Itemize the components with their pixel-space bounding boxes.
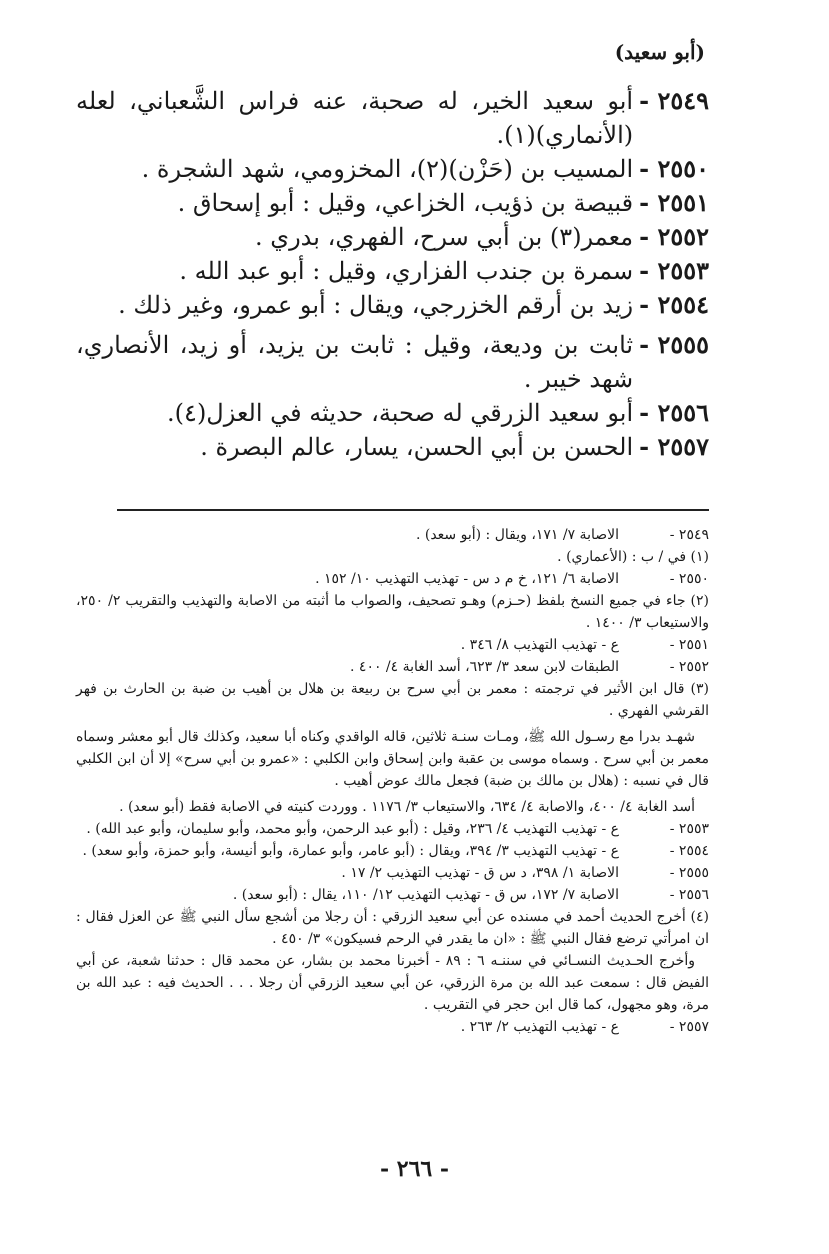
entry-text: ثابت بن وديعة، وقيل : ثابت بن يزيد، أو زيد، الأنصاري، شهد خيبر . — [76, 331, 634, 393]
entry-text: أبو سعيد الخير، له صحبة، عنه فراس الشَّعباني، لعله (الأنماري)(١). — [76, 87, 634, 149]
entry-text: الحسن بن أبي الحسن، يسار، عالم البصرة . — [200, 433, 634, 461]
entry-number: ٢٥٥٠ - — [639, 154, 709, 183]
footnote-3-sources: أسد الغابة ٤/ ٤٠٠، والاصابة ٤/ ٦٣٤، والاستيعاب ٣/ ١١٧٦ . ووردت كنيته في الاصابة فقط (أبو سعد) . — [119, 799, 695, 815]
note-2551 — [76, 634, 709, 656]
entry-text: المسيب بن (حَزْن)(٢)، المخزومي، شهد الشجرة . — [141, 155, 634, 183]
note-2550 — [76, 568, 709, 590]
note-text: الاصابة ٧/ ١٧١، ويقال : (أبو سعد) . — [415, 527, 619, 543]
footnote-4-paragraph: وأخرج الحـديث النسـائي في سننـه ٦ : ٨٩ - أخبرنا محمد بن بشار، عن محمد قال : حدثنا شعبة، عن أبي الفيض قال : سمعت عبد الله بن مرة الزرقي، عن أبي سعيد الزرقي أن رجلا . . . الحديث فيه : عبد الله بن مرة، وهو مجهول، كما قال ابن حجر في التقريب . — [76, 953, 709, 1013]
note-text: الاصابة ١/ ٣٩٨، د س ق - تهذيب التهذيب ٢/ ١٧ . — [341, 865, 619, 881]
entry-text: أبو سعيد الزرقي له صحبة، حديثه في العزل(٤). — [167, 399, 634, 427]
entry-number: ٢٥٥٢ - — [639, 222, 709, 251]
entry-2555 — [76, 328, 709, 396]
note-number: ٢٥٥٣ - — [669, 821, 709, 837]
entry-number: ٢٥٥١ - — [639, 188, 709, 217]
note-number: ٢٥٥٤ - — [669, 843, 709, 859]
entry-text: سمرة بن جندب الفزاري، وقيل : أبو عبد الله . — [179, 257, 634, 285]
entry-2554 — [76, 288, 709, 322]
note-text: ع - تهذيب التهذيب ٤/ ٢٣٦، وقيل : (أبو عبد الرحمن، وأبو محمد، وأبو سليمان، وأبو عبد الله) . — [86, 821, 619, 837]
note-number: ٢٥٥٦ - — [669, 887, 709, 903]
note-text: ع - تهذيب التهذيب ٢/ ٢٦٣ . — [460, 1019, 619, 1035]
entry-number: ٢٥٥٤ - — [639, 290, 709, 319]
footnote-3-paragraph: شهـد بدرا مع رسـول الله ﷺ، ومـات سنـة ثلاثين، قاله الواقدي وكناه أبا سعيد، وكذلك قال أبو معشر وسماه معمر بن أبي سرح . وسماه موسى بن عقبة وابن إسحاق وابن الكلبي : «عمرو بن أبي سرح» إلا أن ابن الكلبي قال في نسبه : (هلال بن مالك بن ضبة) فجعل مالك عوض أهيب . — [76, 729, 709, 789]
footnote-4: (٤) أخرج الحديث أحمد في مسنده عن أبي سعيد الزرقي : أن رجلا من أشجع سأل النبي ﷺ عن العزل فقال : ان امرأتي ترضع فقال النبي ﷺ : «ان ما يقدر في الرحم فسيكون» ٣/ ٤٥٠ . — [76, 909, 709, 947]
entry-number: ٢٥٥٥ - — [639, 330, 709, 359]
note-2549 — [76, 524, 709, 546]
note-number: ٢٥٥٧ - — [669, 1019, 709, 1035]
footnote-1: (١) في / ب : (الأعماري) . — [557, 549, 709, 565]
note-2554 — [76, 840, 709, 862]
entry-2549 — [76, 84, 709, 152]
note-number: ٢٥٤٩ - — [669, 527, 709, 543]
footnote-2: (٢) جاء في جميع النسخ بلفظ (حـزم) وهـو تصحيف، والصواب ما أثبته من الاصابة والتهذيب والتقريب ٢/ ٢٥٠، والاستيعاب ٣/ ١٤٠٠ . — [76, 593, 710, 631]
note-number: ٢٥٥١ - — [669, 637, 709, 653]
entry-2552 — [76, 220, 709, 254]
page-number: - ٢٦٦ - — [379, 1156, 450, 1182]
entries-list — [76, 84, 709, 464]
note-number: ٢٥٥٠ - — [669, 571, 709, 587]
entry-number: ٢٥٤٩ - — [639, 86, 709, 115]
entry-2553 — [76, 254, 709, 288]
entry-text: زيد بن أرقم الخزرجي، ويقال : أبو عمرو، وغير ذلك . — [118, 291, 634, 319]
entry-number: ٢٥٥٣ - — [639, 256, 709, 285]
entry-text: قبيصة بن ذؤيب، الخزاعي، وقيل : أبو إسحاق . — [177, 189, 634, 217]
entry-2551 — [76, 186, 709, 220]
note-2553 — [76, 818, 709, 840]
note-2557 — [76, 1016, 709, 1038]
note-text: ع - تهذيب التهذيب ٣/ ٣٩٤، ويقال : (أبو عامر، وأبو عمارة، وأبو أنيسة، وأبو حمزة، وأبو سعد) . — [82, 843, 619, 859]
note-text: الاصابة ٦/ ١٢١، خ م د س - تهذيب التهذيب ١٠/ ١٥٢ . — [315, 571, 619, 587]
note-text: الطبقات لابن سعد ٣/ ٦٢٣، أسد الغابة ٤/ ٤٠٠ . — [350, 659, 619, 675]
note-2552 — [76, 656, 709, 678]
running-header: (أبو سعيد) — [614, 40, 705, 64]
note-2555 — [76, 862, 709, 884]
entry-2550 — [76, 152, 709, 186]
entry-2557 — [76, 430, 709, 464]
entry-number: ٢٥٥٦ - — [639, 398, 709, 427]
note-number: ٢٥٥٢ - — [669, 659, 709, 675]
entry-number: ٢٥٥٧ - — [639, 432, 709, 461]
footnotes — [76, 524, 709, 1038]
note-number: ٢٥٥٥ - — [669, 865, 709, 881]
note-text: الاصابة ٧/ ١٧٢، س ق - تهذيب التهذيب ١٢/ ١١٠، يقال : (أبو سعد) . — [232, 887, 619, 903]
footnote-3: (٣) قال ابن الأثير في ترجمته : معمر بن أبي سرح بن ربيعة بن هلال بن أهيب بن ضبة بن الحارث بن فهر القرشي الفهري . — [76, 681, 709, 719]
entry-2556 — [76, 396, 709, 430]
note-2556 — [76, 884, 709, 906]
entry-text: معمر(٣) بن أبي سرح، الفهري، بدري . — [255, 223, 634, 251]
note-text: ع - تهذيب التهذيب ٨/ ٣٤٦ . — [460, 637, 619, 653]
footnote-separator — [117, 509, 709, 511]
